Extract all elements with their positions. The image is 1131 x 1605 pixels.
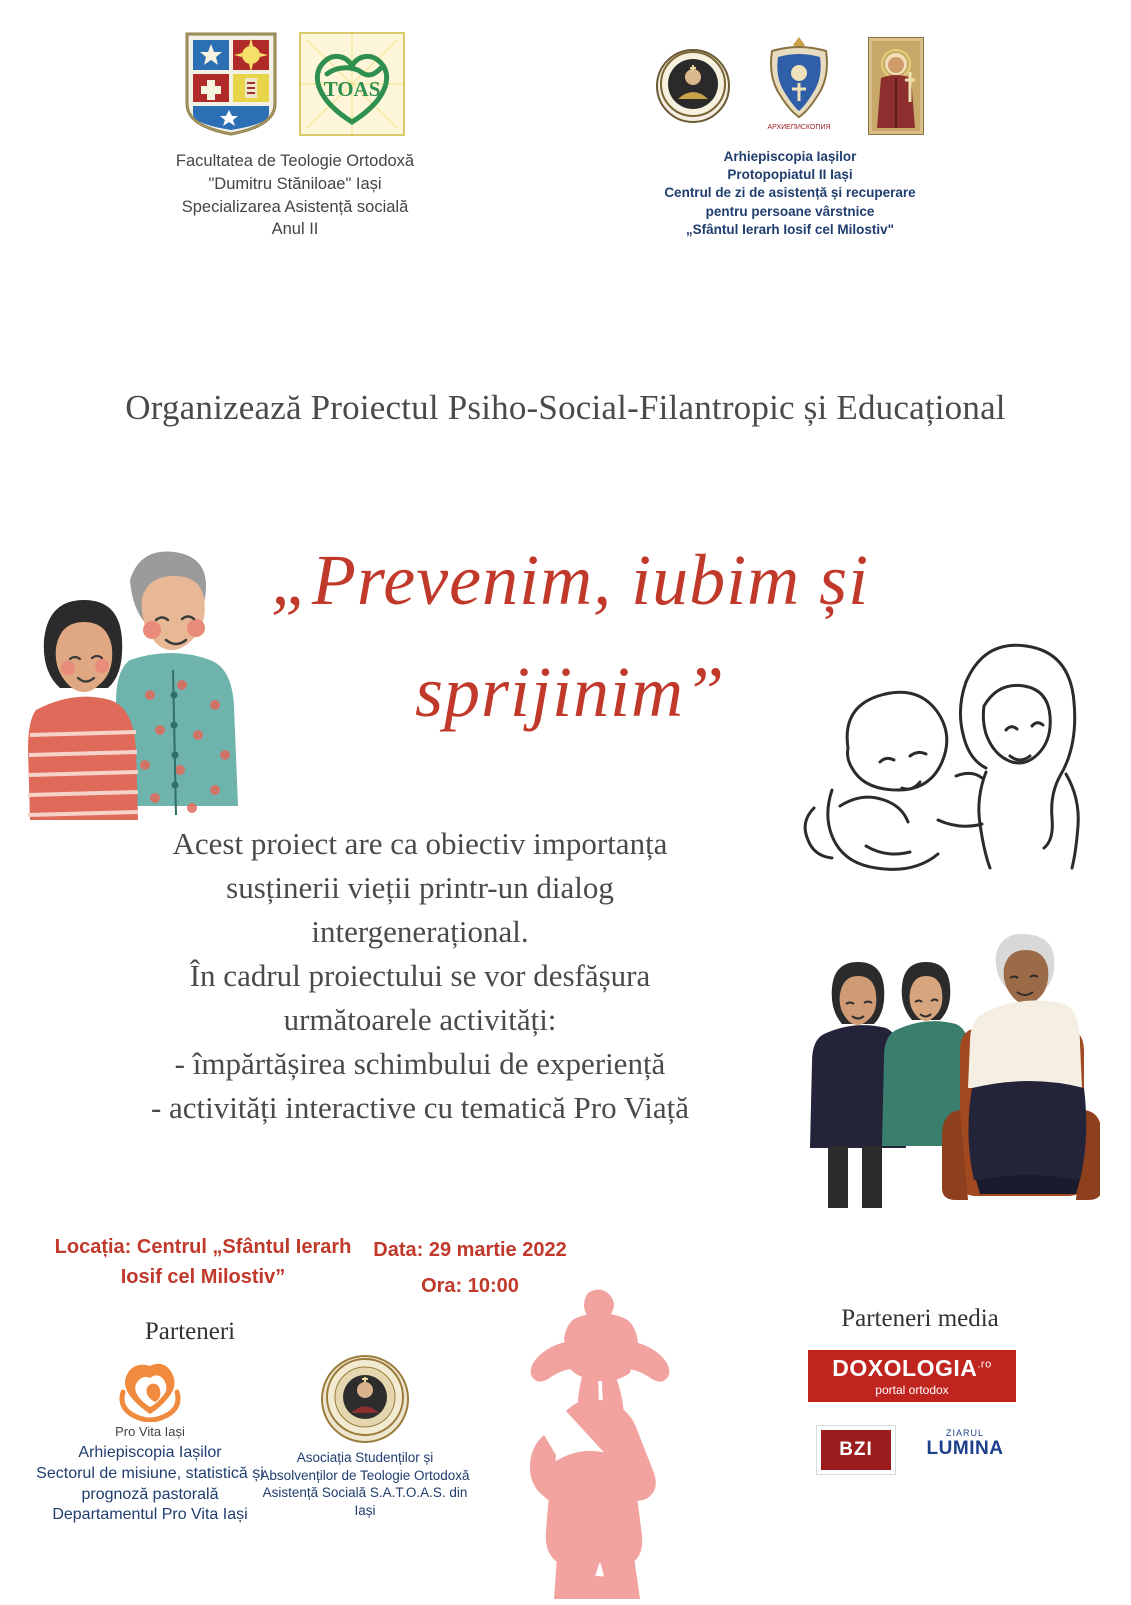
- saint-medallion-icon: [656, 49, 730, 123]
- right-caption-line-1: Arhiepiscopia Iașilor: [723, 149, 857, 164]
- satoas-caption-line-2: Absolvenților de Teologie Ortodoxă: [260, 1467, 470, 1483]
- bzi-name: BZI: [821, 1430, 891, 1470]
- bzi-logo[interactable]: [816, 1425, 896, 1475]
- satoas-caption-line-3: Asistență Socială S.A.T.O.A.S. din: [262, 1485, 468, 1501]
- partner-provita: [20, 1360, 280, 1526]
- lumina-logo[interactable]: [915, 1428, 1015, 1460]
- event-location: [38, 1232, 368, 1292]
- provita-caption-line-4: Departamentul Pro Vita Iași: [52, 1506, 248, 1524]
- archdiocese-coat-of-arms-icon: [756, 33, 842, 139]
- satoas-seal-icon: [321, 1355, 409, 1443]
- organizers-header: [0, 0, 1131, 280]
- media-partners-heading: Parteneri media: [841, 1305, 999, 1332]
- right-caption-line-3: Centrul de zi de asistență și recuperare: [664, 185, 916, 201]
- right-organizer-block: [610, 30, 970, 239]
- event-time: Ora: 10:00: [421, 1275, 519, 1297]
- footer-spacer: [0, 1596, 1131, 1600]
- lumina-top-word: ZIARUL: [915, 1428, 1015, 1438]
- saint-icon-panel: [868, 37, 924, 135]
- svg-text:АРХИЕПИСКОПИЯ: АРХИЕПИСКОПИЯ: [767, 124, 831, 131]
- title-line-1: „Prevenim, iubim și: [270, 540, 870, 620]
- doxologia-tagline: portal ortodox: [875, 1383, 949, 1397]
- provita-caption: [20, 1443, 280, 1526]
- doxologia-name: $DOXOLOGIA^{.ro}$: [832, 1355, 992, 1381]
- right-logo-row: [610, 30, 970, 142]
- faculty-crest-icon: [183, 30, 279, 138]
- toas-heart-icon: [297, 30, 407, 138]
- description-line-3: intergenerațional.: [311, 914, 529, 950]
- project-description: [40, 822, 800, 1130]
- mother-and-baby-illustration: [770, 620, 1090, 890]
- description-line-7: - activități interactive cu tematică Pro Viață: [150, 1090, 690, 1126]
- left-caption-line-1: Facultatea de Teologie Ortodoxă: [175, 152, 415, 170]
- description-line-5: următoarele activități:: [283, 1002, 557, 1038]
- provita-caption-line-3: prognoză pastorală: [81, 1485, 219, 1503]
- elderly-woman-in-armchair-with-children-illustration: [800, 930, 1100, 1220]
- description-line-1: Acest proiect are ca obiectiv importanța: [172, 826, 668, 861]
- satoas-caption-line-4: Iași: [354, 1502, 376, 1518]
- description-line-6: - împărtășirea schimbului de experiență: [174, 1046, 666, 1082]
- right-caption-line-2: Protopopiatul II Iași: [727, 167, 853, 183]
- event-date: Data: 29 martie 2022: [373, 1239, 567, 1261]
- location-line-2: Iosif cel Milostiv”: [120, 1266, 286, 1288]
- right-caption-line-4: pentru persoane vârstnice: [705, 203, 875, 219]
- location-line-1: Locația: Centrul „Sfântul Ierarh: [54, 1236, 352, 1258]
- left-caption-line-4: Anul II: [271, 220, 319, 239]
- svg-text:TOAS: TOAS: [323, 77, 381, 101]
- pro-vita-wordmark: Pro Vita Iași: [115, 1424, 185, 1439]
- headline: Organizează Proiectul Psiho-Social-Filantropic și Educațional: [125, 388, 1006, 427]
- parent-lifting-child-silhouette: [470, 1285, 720, 1600]
- provita-caption-line-1: Arhiepiscopia Iașilor: [78, 1444, 222, 1461]
- left-caption-line-3: Specializarea Asistență socială: [181, 197, 409, 216]
- right-caption-line-5: „Sfântul Ierarh Iosif cel Milostiv": [685, 221, 895, 237]
- satoas-caption-line-1: Asociația Studenților și: [296, 1450, 434, 1465]
- partner-satoas: [255, 1355, 475, 1519]
- provita-caption-line-2: Sectorul de misiune, statistică și: [36, 1464, 264, 1482]
- lumina-name: LUMINA: [926, 1438, 1004, 1459]
- doxologia-logo[interactable]: [808, 1350, 1016, 1402]
- right-organizer-caption: [610, 148, 970, 239]
- title-line-2: sprijinim”: [414, 651, 726, 732]
- left-logo-row: [140, 30, 450, 140]
- pro-vita-hands-icon: [115, 1360, 185, 1422]
- partners-heading: Parteneri: [144, 1318, 236, 1345]
- satoas-caption: [255, 1449, 475, 1519]
- description-line-2: susținerii vieții printr-un dialog: [226, 870, 614, 906]
- left-organizer-block: [140, 30, 450, 241]
- left-organizer-caption: [140, 150, 450, 241]
- description-line-4: În cadrul proiectului se vor desfășura: [189, 958, 651, 994]
- left-caption-line-2: "Dumitru Stăniloae" Iași: [208, 174, 382, 193]
- doxologia-tld: .ro: [977, 1358, 992, 1371]
